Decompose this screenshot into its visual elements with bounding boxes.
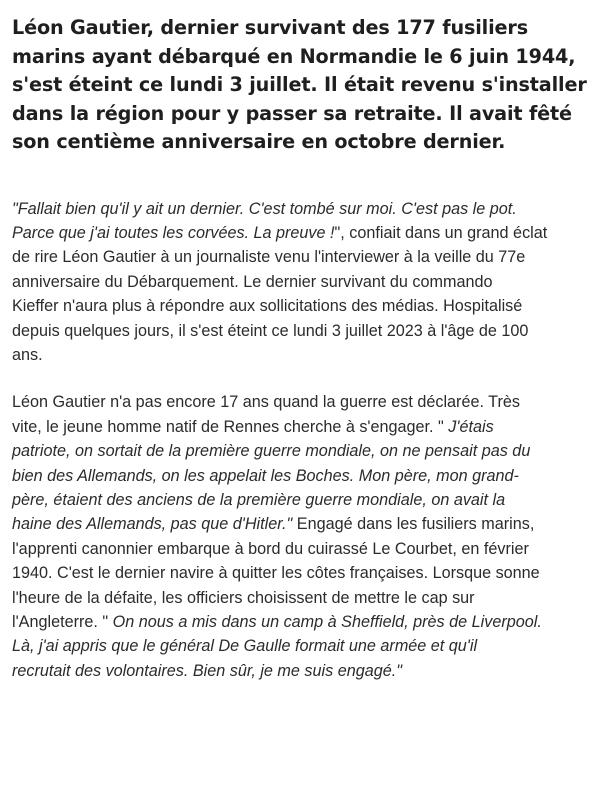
paragraph-line: Léon Gautier n'a pas encore 17 ans quand la guerre est déclarée. Très [12, 393, 520, 412]
paragraph-line [12, 439, 592, 463]
body-text: vite, le jeune homme natif de Rennes cherche à s'engager. " [12, 417, 449, 436]
paragraph-line: Kieffer n'aura plus à répondre aux sollicitations des médias. Hospitalisé [12, 297, 523, 316]
quote-text: bien des Allemands, on les appelait les Boches. Mon père, mon grand- [12, 466, 519, 485]
paragraph-line [12, 512, 592, 536]
lead-line: son centième anniversaire en octobre dernier. [12, 130, 506, 153]
paragraph-line: anniversaire du Débarquement. Le dernier survivant du commando [12, 272, 493, 291]
quote-text: patriote, on sortait de la première guerre mondiale, on ne pensait pas du [12, 442, 531, 461]
quote-text: On nous a mis dans un camp à Sheffield, près de Liverpool. [112, 613, 542, 631]
quote-text: J'étais [448, 417, 494, 436]
lead-line: marins ayant débarqué en Normandie le 6 juin 1944, [12, 44, 576, 68]
paragraph-line: l'heure de la défaite, les officiers choisissent de mettre le cap sur [12, 588, 475, 607]
paragraph-line [12, 488, 592, 512]
paragraph-line: 1940. C'est le dernier navire à quitter les côtes françaises. Lorsque sonne [12, 564, 540, 583]
paragraph-line [12, 415, 592, 439]
paragraph-line: de rire Léon Gautier à un journaliste venu l'interviewer à la veille du 77e [12, 248, 526, 267]
paragraph-line [12, 197, 592, 221]
paragraph-line [12, 610, 592, 634]
paragraph-line [12, 659, 592, 683]
body-text: Engagé dans les fusiliers marins, [292, 515, 535, 534]
paragraph-line [12, 464, 592, 488]
article-lead [12, 14, 592, 157]
paragraph-line: ans. [12, 345, 43, 364]
lead-line: s'est éteint ce lundi 3 juillet. Il était revenu s'installer [12, 73, 587, 96]
quote-text: haine des Allemands, pas que d'Hitler." [12, 515, 293, 534]
lead-line: dans la région pour y passer sa retraite. Il avait fêté [12, 101, 572, 125]
quote-text: Là, j'ai appris que le général De Gaulle formait une armée et qu'il [12, 637, 478, 656]
body-text: l'Angleterre. " [12, 613, 113, 631]
paragraph-2 [12, 390, 592, 683]
paragraph-1 [12, 197, 592, 368]
lead-line: Léon Gautier, dernier survivant des 177 fusiliers [12, 16, 528, 39]
paragraph-line: l'apprenti canonnier embarque à bord du cuirassé Le Courbet, en février [12, 539, 529, 558]
quote-text: "Fallait bien qu'il y ait un dernier. C'est tombé sur moi. C'est pas le pot. [12, 199, 517, 218]
paragraph-line: depuis quelques jours, il s'est éteint ce lundi 3 juillet 2023 à l'âge de 100 [12, 321, 529, 340]
quote-text: Parce que j'ai toutes les corvées. La preuve ! [12, 223, 335, 242]
paragraph-line [12, 634, 592, 658]
body-text: ", confiait dans un grand éclat [334, 223, 548, 242]
quote-text: père, étaient des anciens de la première guerre mondiale, on avait la [12, 490, 506, 509]
quote-text: recrutait des volontaires. Bien sûr, je me suis engagé." [12, 661, 402, 680]
paragraph-line [12, 221, 592, 245]
